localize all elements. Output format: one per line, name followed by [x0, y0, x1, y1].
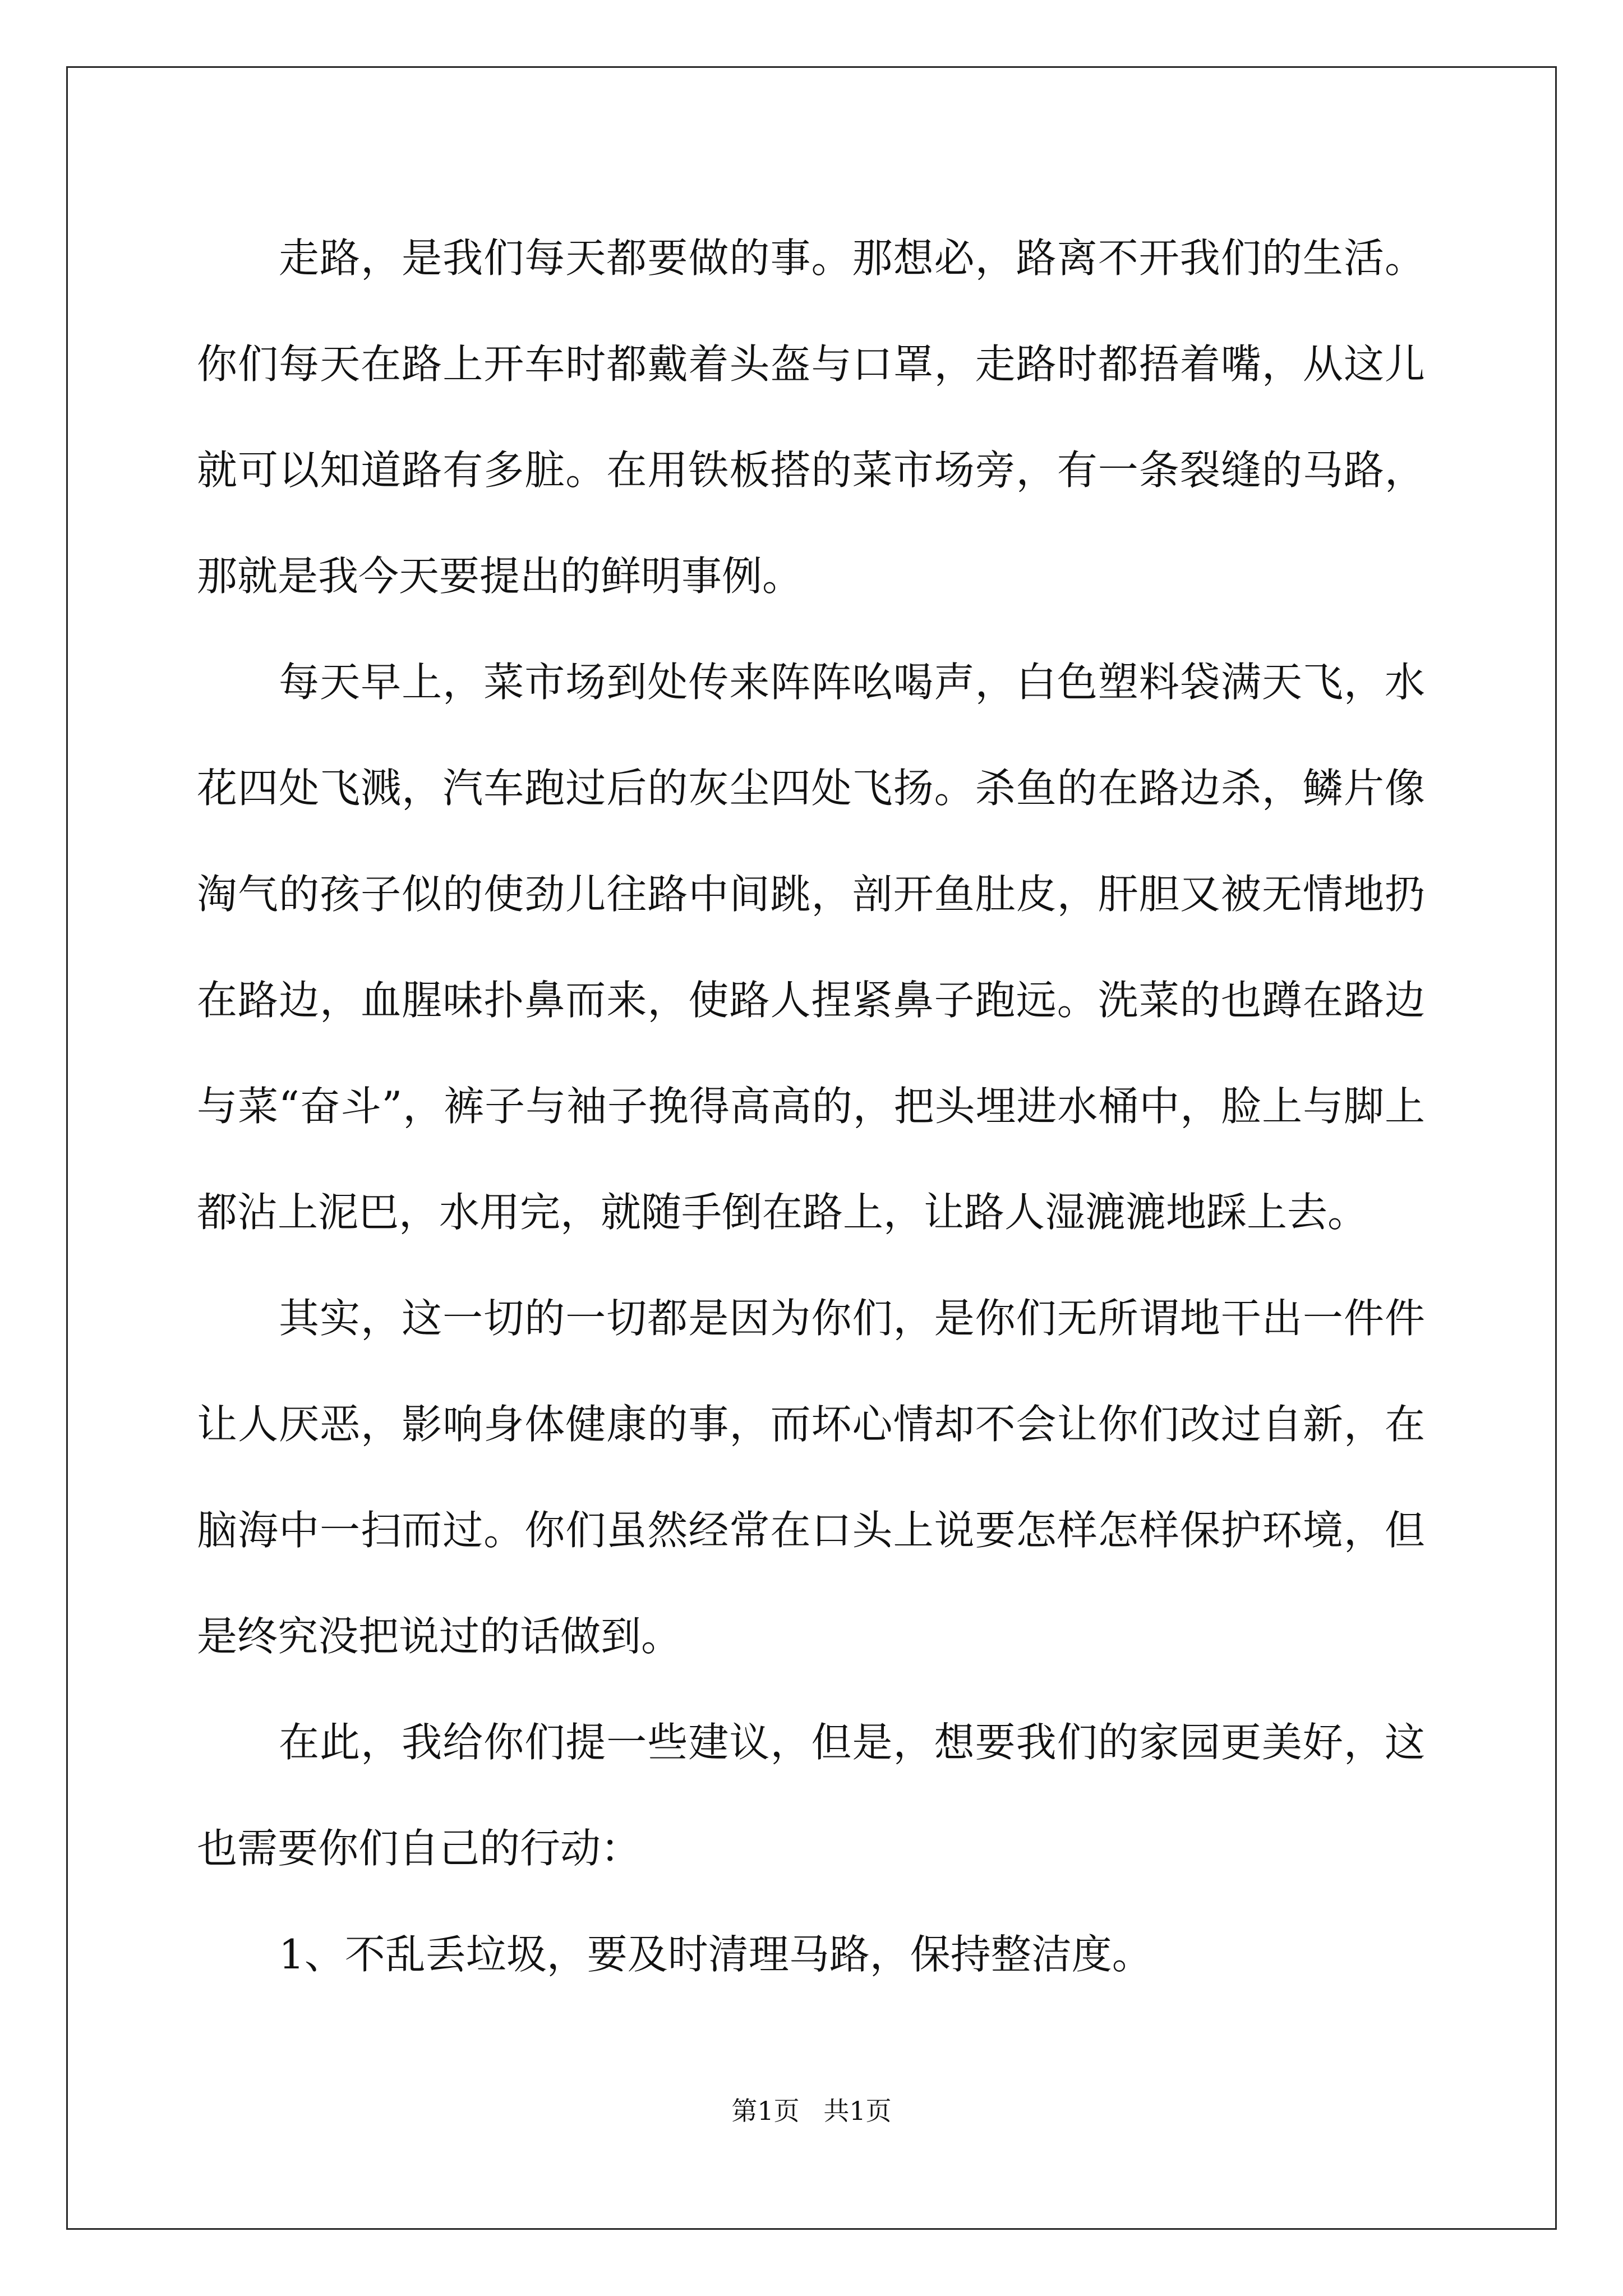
paragraph-2: 每天早上，菜市场到处传来阵阵吆喝声，白色塑料袋满天飞，水花四处飞溅，汽车跑过后的灰尘四处飞扬。杀鱼的在路边杀，鳞片像淘气的孩子似的使劲儿往路中间跳，剖开鱼肚皮，肝胆又被无情地扔在路边，血腥味扑鼻而来，使路人捏紧鼻子跑远。洗菜的也蹲在路边与菜“奋斗”，裤子与袖子挽得高高的，把头埋进水桶中，脸上与脚上都沾上泥巴，水用完，就随手倒在路上，让路人湿漉漉地踩上去。 [197, 659, 1425, 1236]
paragraph-3: 其实，这一切的一切都是因为你们，是你们无所谓地干出一件件让人厌恶，影响身体健康的事，而坏心情却不会让你们改过自新，在脑海中一扫而过。你们虽然经常在口头上说要怎样怎样保护环境，但是终究没把说过的话做到。 [197, 1295, 1425, 1660]
page-footer [0, 2094, 1623, 2128]
document-body [197, 205, 1425, 2008]
paragraph-1: 走路，是我们每天都要做的事。那想必，路离不开我们的生活。你们每天在路上开车时都戴着头盔与口罩，走路时都捂着嘴，从这儿就可以知道路有多脏。在用铁板搭的菜市场旁，有一条裂缝的马路，那就是我今天要提出的鲜明事例。 [197, 234, 1425, 600]
paragraph-5: 1、不乱丢垃圾，要及时清理马路，保持整洁度。 [279, 1931, 1152, 1978]
page-number-current: 第1页 [731, 2096, 800, 2126]
paragraph-4: 在此，我给你们提一些建议，但是，想要我们的家园更美好，这也需要你们自己的行动： [197, 1719, 1425, 1872]
page-number-total: 共1页 [823, 2096, 892, 2126]
